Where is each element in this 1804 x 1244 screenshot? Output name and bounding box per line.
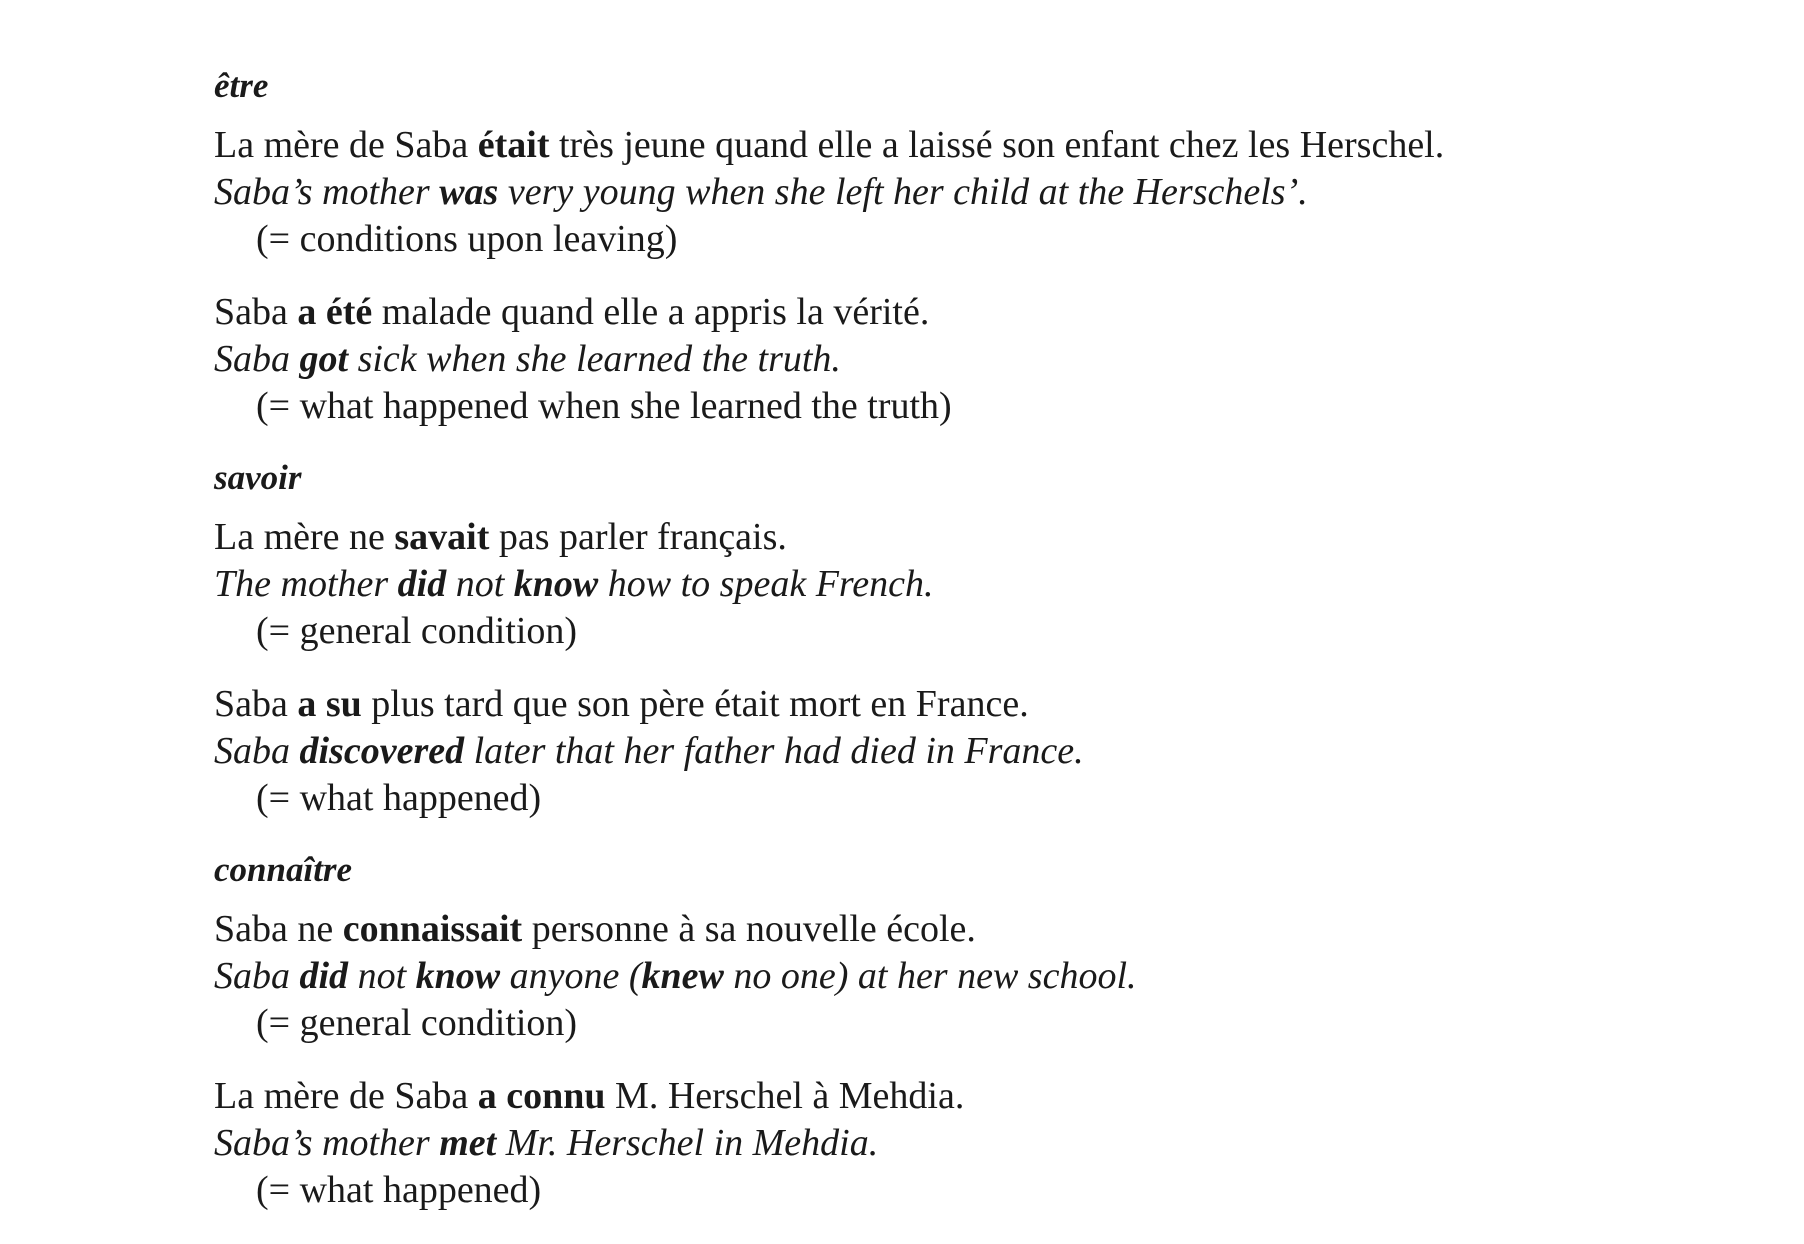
french-sentence [214, 122, 1714, 169]
text-segment: Saba [214, 730, 300, 772]
highlighted-verb: savait [394, 516, 490, 558]
section-connaitre [214, 848, 1714, 1214]
french-sentence [214, 1073, 1714, 1120]
highlighted-verb: was [439, 171, 499, 213]
text-segment: La mère ne [214, 516, 395, 558]
highlighted-verb: discovered [299, 730, 465, 772]
section-etre [214, 64, 1714, 430]
text-segment: plus tard que son père était mort en France. [361, 683, 1029, 725]
grammar-page [214, 64, 1714, 1240]
section-heading: connaître [214, 850, 353, 889]
example-block [214, 514, 1714, 655]
english-translation [214, 336, 1714, 383]
highlighted-verb: knew [641, 955, 724, 997]
usage-note: (= conditions upon leaving) [256, 218, 678, 260]
text-segment: sick when she learned the truth. [348, 338, 841, 380]
highlighted-verb: était [477, 124, 550, 166]
text-segment: how to speak French. [598, 563, 934, 605]
text-segment: later that her father had died in France. [464, 730, 1084, 772]
text-segment: Saba [214, 338, 300, 380]
french-sentence [214, 514, 1714, 561]
example-block [214, 906, 1714, 1047]
text-segment: Mr. Herschel in Mehdia. [496, 1122, 879, 1164]
french-sentence [214, 906, 1714, 953]
text-segment: très jeune quand elle a laissé son enfant chez les Herschel. [549, 124, 1445, 166]
example-block [214, 122, 1714, 263]
highlighted-verb: a connu [477, 1075, 606, 1117]
section-heading: savoir [214, 458, 302, 497]
text-segment: malade quand elle a appris la vérité. [372, 291, 930, 333]
highlighted-verb: a su [297, 683, 362, 725]
highlighted-verb: got [299, 338, 349, 380]
usage-note: (= general condition) [256, 1002, 578, 1044]
text-segment: not [348, 955, 416, 997]
french-sentence [214, 289, 1714, 336]
example-block [214, 1073, 1714, 1214]
cropped-next-heading [214, 1238, 274, 1244]
usage-note: (= what happened) [256, 1169, 542, 1211]
text-segment: very young when she left her child at the Herschels’. [498, 171, 1308, 213]
highlighted-verb: a été [297, 291, 373, 333]
highlighted-verb: did [397, 563, 447, 605]
text-segment: Saba ne [214, 908, 343, 950]
text-segment: La mère de Saba [214, 124, 478, 166]
text-segment: Saba [214, 955, 300, 997]
french-sentence [214, 681, 1714, 728]
english-translation [214, 953, 1714, 1000]
english-translation [214, 1120, 1714, 1167]
usage-note: (= general condition) [256, 610, 578, 652]
english-translation [214, 169, 1714, 216]
text-segment: anyone ( [500, 955, 642, 997]
highlighted-verb: did [299, 955, 349, 997]
section-savoir [214, 456, 1714, 822]
highlighted-verb: met [439, 1122, 497, 1164]
text-segment: Saba’s mother [214, 171, 440, 213]
text-segment: La mère de Saba [214, 1075, 478, 1117]
highlighted-verb: know [415, 955, 501, 997]
text-segment: no one) at her new school. [723, 955, 1137, 997]
text-segment: Saba’s mother [214, 1122, 440, 1164]
english-translation [214, 561, 1714, 608]
text-segment: Saba [214, 291, 298, 333]
section-heading: être [214, 66, 269, 105]
example-block [214, 289, 1714, 430]
text-segment: M. Herschel à Mehdia. [605, 1075, 965, 1117]
highlighted-verb: know [513, 563, 599, 605]
english-translation [214, 728, 1714, 775]
example-block [214, 681, 1714, 822]
text-segment: personne à sa nouvelle école. [522, 908, 976, 950]
text-segment: The mother [214, 563, 398, 605]
text-segment: pas parler français. [489, 516, 787, 558]
text-segment: not [446, 563, 514, 605]
highlighted-verb: connaissait [342, 908, 523, 950]
usage-note: (= what happened) [256, 777, 542, 819]
text-segment: Saba [214, 683, 298, 725]
usage-note: (= what happened when she learned the truth) [256, 385, 952, 427]
